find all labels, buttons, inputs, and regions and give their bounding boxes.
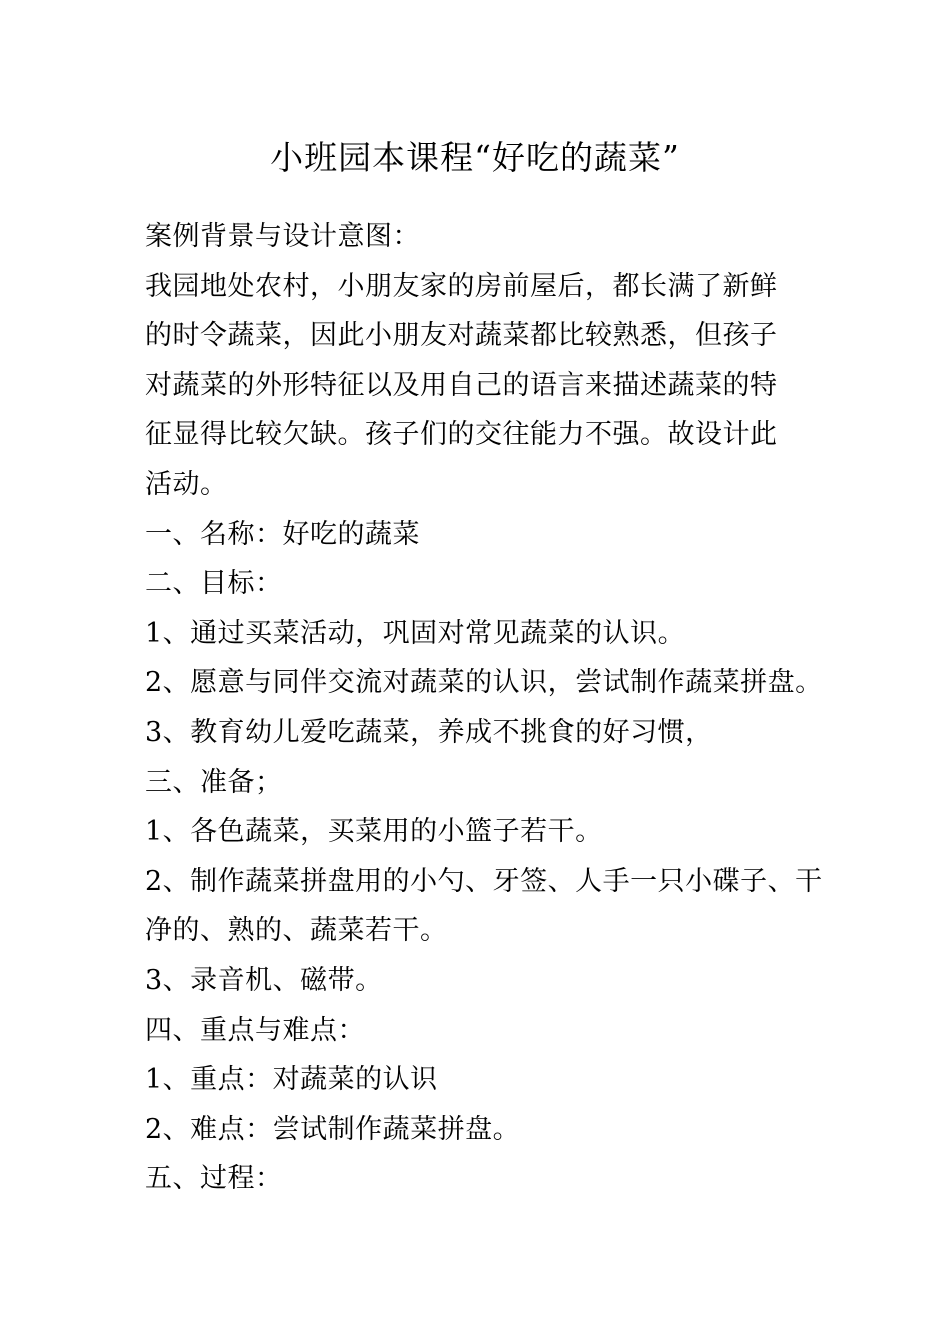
section-heading-process: 五、过程： xyxy=(145,1163,283,1195)
list-item: 3、录音机、磁带。 xyxy=(145,964,383,996)
section-heading-preparation: 三、准备； xyxy=(145,766,283,798)
section-heading-name: 一、名称：好吃的蔬菜 xyxy=(145,518,420,550)
document-title: 小班园本课程“好吃的蔬菜” xyxy=(270,138,680,177)
section-heading-key-points: 四、重点与难点： xyxy=(145,1014,365,1046)
paragraph-line: 的时令蔬菜，因此小朋友对蔬菜都比较熟悉，但孩子 xyxy=(145,320,778,352)
list-item: 2、制作蔬菜拼盘用的小勺、牙签、人手一只小碟子、干 xyxy=(145,865,823,897)
document-body xyxy=(145,212,825,1204)
section-heading-background: 案例背景与设计意图： xyxy=(145,221,420,252)
paragraph-line: 活动。 xyxy=(145,468,228,500)
paragraph-line: 我园地处农村，小朋友家的房前屋后，都长满了新鲜 xyxy=(145,270,778,302)
list-item: 2、难点：尝试制作蔬菜拼盘。 xyxy=(145,1113,521,1145)
list-item: 1、重点：对蔬菜的认识 xyxy=(145,1064,438,1096)
list-item: 1、通过买菜活动，巩固对常见蔬菜的认识。 xyxy=(145,617,686,649)
paragraph-line: 对蔬菜的外形特征以及用自己的语言来描述蔬菜的特 xyxy=(145,369,778,401)
list-item-continuation: 净的、熟的、蔬菜若干。 xyxy=(145,915,448,947)
section-heading-goals: 二、目标： xyxy=(145,568,283,600)
list-item: 2、愿意与同伴交流对蔬菜的认识，尝试制作蔬菜拼盘。 xyxy=(145,667,823,699)
list-item: 3、教育幼儿爱吃蔬菜，养成不挑食的好习惯， xyxy=(145,716,713,748)
paragraph-line: 征显得比较欠缺。孩子们的交往能力不强。故设计此 xyxy=(145,419,778,451)
list-item: 1、各色蔬菜，买菜用的小篮子若干。 xyxy=(145,816,603,848)
